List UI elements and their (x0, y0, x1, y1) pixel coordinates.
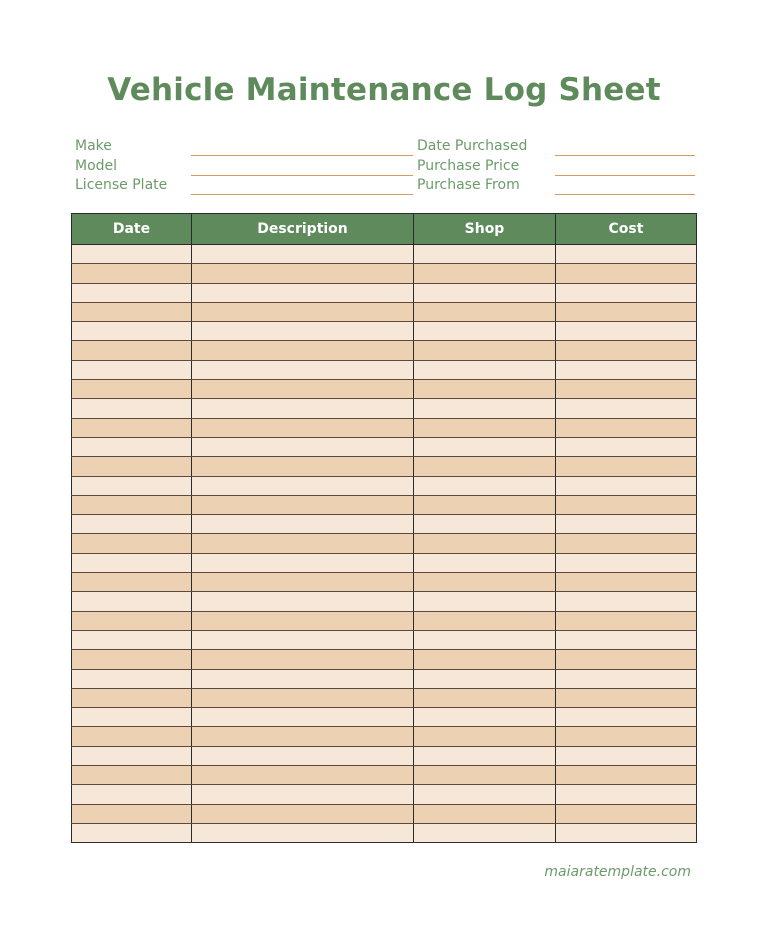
shop-cell[interactable] (414, 573, 556, 592)
date-cell[interactable] (72, 766, 192, 785)
cost-cell[interactable] (556, 573, 697, 592)
cost-cell[interactable] (556, 283, 697, 302)
description-cell[interactable] (192, 437, 414, 456)
table-row (72, 283, 697, 302)
table-row (72, 399, 697, 418)
cost-cell[interactable] (556, 669, 697, 688)
date-cell[interactable] (72, 746, 192, 765)
shop-cell[interactable] (414, 669, 556, 688)
shop-cell[interactable] (414, 437, 556, 456)
table-row (72, 823, 697, 842)
cost-cell[interactable] (556, 418, 697, 437)
shop-cell[interactable] (414, 727, 556, 746)
table-header-row (72, 214, 697, 245)
description-cell[interactable] (192, 708, 414, 727)
cost-cell[interactable] (556, 495, 697, 514)
table-row (72, 264, 697, 283)
description-cell[interactable] (192, 592, 414, 611)
shop-cell[interactable] (414, 746, 556, 765)
license-plate-field[interactable] (191, 194, 413, 195)
maintenance-log-table (71, 213, 697, 843)
make-field[interactable] (191, 155, 413, 156)
shop-cell[interactable] (414, 611, 556, 630)
cost-cell[interactable] (556, 688, 697, 707)
shop-cell[interactable] (414, 766, 556, 785)
table-row (72, 650, 697, 669)
cost-cell[interactable] (556, 553, 697, 572)
table-row (72, 727, 697, 746)
page-title: Vehicle Maintenance Log Sheet (107, 72, 661, 108)
cost-cell[interactable] (556, 785, 697, 804)
purchase-from-field[interactable] (555, 194, 695, 195)
table-row (72, 380, 697, 399)
table-row (72, 688, 697, 707)
description-cell[interactable] (192, 380, 414, 399)
description-cell[interactable] (192, 766, 414, 785)
shop-cell[interactable] (414, 245, 556, 264)
table-row (72, 476, 697, 495)
cost-cell[interactable] (556, 457, 697, 476)
date-cell[interactable] (72, 823, 192, 842)
shop-cell[interactable] (414, 264, 556, 283)
description-cell[interactable] (192, 399, 414, 418)
cost-cell[interactable] (556, 611, 697, 630)
shop-cell[interactable] (414, 553, 556, 572)
date-cell[interactable] (72, 495, 192, 514)
shop-cell[interactable] (414, 630, 556, 649)
column-header-shop: Shop (414, 214, 556, 245)
date-cell[interactable] (72, 322, 192, 341)
table-row (72, 360, 697, 379)
cost-cell[interactable] (556, 630, 697, 649)
cost-cell[interactable] (556, 534, 697, 553)
description-cell[interactable] (192, 573, 414, 592)
purchase-from-label: Purchase From (417, 177, 520, 193)
shop-cell[interactable] (414, 302, 556, 321)
date-cell[interactable] (72, 380, 192, 399)
date-cell[interactable] (72, 785, 192, 804)
cost-cell[interactable] (556, 708, 697, 727)
description-cell[interactable] (192, 611, 414, 630)
description-cell[interactable] (192, 264, 414, 283)
license-plate-label: License Plate (75, 177, 168, 193)
shop-cell[interactable] (414, 380, 556, 399)
table-row (72, 573, 697, 592)
cost-cell[interactable] (556, 380, 697, 399)
shop-cell[interactable] (414, 785, 556, 804)
shop-cell[interactable] (414, 592, 556, 611)
table-row (72, 611, 697, 630)
table-row (72, 302, 697, 321)
table-row (72, 766, 697, 785)
cost-cell[interactable] (556, 437, 697, 456)
description-cell[interactable] (192, 418, 414, 437)
cost-cell[interactable] (556, 360, 697, 379)
cost-cell[interactable] (556, 823, 697, 842)
table-row (72, 708, 697, 727)
model-label: Model (75, 158, 118, 174)
column-header-cost: Cost (556, 214, 697, 245)
date-cell[interactable] (72, 630, 192, 649)
cost-cell[interactable] (556, 746, 697, 765)
column-header-description: Description (192, 214, 414, 245)
date-purchased-label: Date Purchased (417, 138, 528, 154)
date-cell[interactable] (72, 360, 192, 379)
description-cell[interactable] (192, 495, 414, 514)
table-row (72, 322, 697, 341)
cost-cell[interactable] (556, 766, 697, 785)
date-cell[interactable] (72, 611, 192, 630)
description-cell[interactable] (192, 553, 414, 572)
date-cell[interactable] (72, 553, 192, 572)
cost-cell[interactable] (556, 264, 697, 283)
shop-cell[interactable] (414, 341, 556, 360)
date-cell[interactable] (72, 264, 192, 283)
table-row (72, 553, 697, 572)
table-row (72, 457, 697, 476)
date-cell[interactable] (72, 727, 192, 746)
shop-cell[interactable] (414, 457, 556, 476)
date-cell[interactable] (72, 515, 192, 534)
shop-cell[interactable] (414, 283, 556, 302)
date-cell[interactable] (72, 341, 192, 360)
purchase-price-label: Purchase Price (417, 158, 520, 174)
shop-cell[interactable] (414, 399, 556, 418)
cost-cell[interactable] (556, 245, 697, 264)
footer-website: maiaratemplate.com (544, 864, 691, 880)
shop-cell[interactable] (414, 688, 556, 707)
shop-cell[interactable] (414, 804, 556, 823)
table-row (72, 534, 697, 553)
shop-cell[interactable] (414, 476, 556, 495)
date-cell[interactable] (72, 669, 192, 688)
date-cell[interactable] (72, 476, 192, 495)
date-cell[interactable] (72, 573, 192, 592)
table-row (72, 245, 697, 264)
description-cell[interactable] (192, 534, 414, 553)
description-cell[interactable] (192, 669, 414, 688)
shop-cell[interactable] (414, 650, 556, 669)
date-cell[interactable] (72, 457, 192, 476)
cost-cell[interactable] (556, 322, 697, 341)
purchase-price-field[interactable] (555, 175, 695, 176)
date-cell[interactable] (72, 302, 192, 321)
description-cell[interactable] (192, 476, 414, 495)
shop-cell[interactable] (414, 322, 556, 341)
description-cell[interactable] (192, 245, 414, 264)
date-cell[interactable] (72, 708, 192, 727)
shop-cell[interactable] (414, 534, 556, 553)
cost-cell[interactable] (556, 650, 697, 669)
table-row (72, 630, 697, 649)
model-field[interactable] (191, 175, 413, 176)
date-cell[interactable] (72, 418, 192, 437)
description-cell[interactable] (192, 283, 414, 302)
cost-cell[interactable] (556, 515, 697, 534)
date-purchased-field[interactable] (555, 155, 695, 156)
shop-cell[interactable] (414, 360, 556, 379)
description-cell[interactable] (192, 688, 414, 707)
description-cell[interactable] (192, 650, 414, 669)
date-cell[interactable] (72, 592, 192, 611)
shop-cell[interactable] (414, 515, 556, 534)
description-cell[interactable] (192, 727, 414, 746)
table-row (72, 592, 697, 611)
description-cell[interactable] (192, 746, 414, 765)
cost-cell[interactable] (556, 476, 697, 495)
table-row (72, 515, 697, 534)
shop-cell[interactable] (414, 708, 556, 727)
date-cell[interactable] (72, 534, 192, 553)
description-cell[interactable] (192, 360, 414, 379)
date-cell[interactable] (72, 283, 192, 302)
shop-cell[interactable] (414, 823, 556, 842)
table-row (72, 437, 697, 456)
description-cell[interactable] (192, 322, 414, 341)
date-cell[interactable] (72, 245, 192, 264)
make-label: Make (75, 138, 112, 154)
description-cell[interactable] (192, 630, 414, 649)
date-cell[interactable] (72, 650, 192, 669)
column-header-date: Date (72, 214, 192, 245)
table-row (72, 341, 697, 360)
table-row (72, 495, 697, 514)
table-body (72, 245, 697, 843)
table-row (72, 746, 697, 765)
date-cell[interactable] (72, 437, 192, 456)
cost-cell[interactable] (556, 727, 697, 746)
shop-cell[interactable] (414, 418, 556, 437)
description-cell[interactable] (192, 457, 414, 476)
description-cell[interactable] (192, 804, 414, 823)
table-row (72, 418, 697, 437)
cost-cell[interactable] (556, 302, 697, 321)
cost-cell[interactable] (556, 804, 697, 823)
description-cell[interactable] (192, 302, 414, 321)
description-cell[interactable] (192, 785, 414, 804)
table-row (72, 804, 697, 823)
shop-cell[interactable] (414, 495, 556, 514)
date-cell[interactable] (72, 399, 192, 418)
description-cell[interactable] (192, 515, 414, 534)
description-cell[interactable] (192, 823, 414, 842)
date-cell[interactable] (72, 688, 192, 707)
description-cell[interactable] (192, 341, 414, 360)
table-row (72, 785, 697, 804)
date-cell[interactable] (72, 804, 192, 823)
cost-cell[interactable] (556, 592, 697, 611)
cost-cell[interactable] (556, 341, 697, 360)
table-row (72, 669, 697, 688)
cost-cell[interactable] (556, 399, 697, 418)
